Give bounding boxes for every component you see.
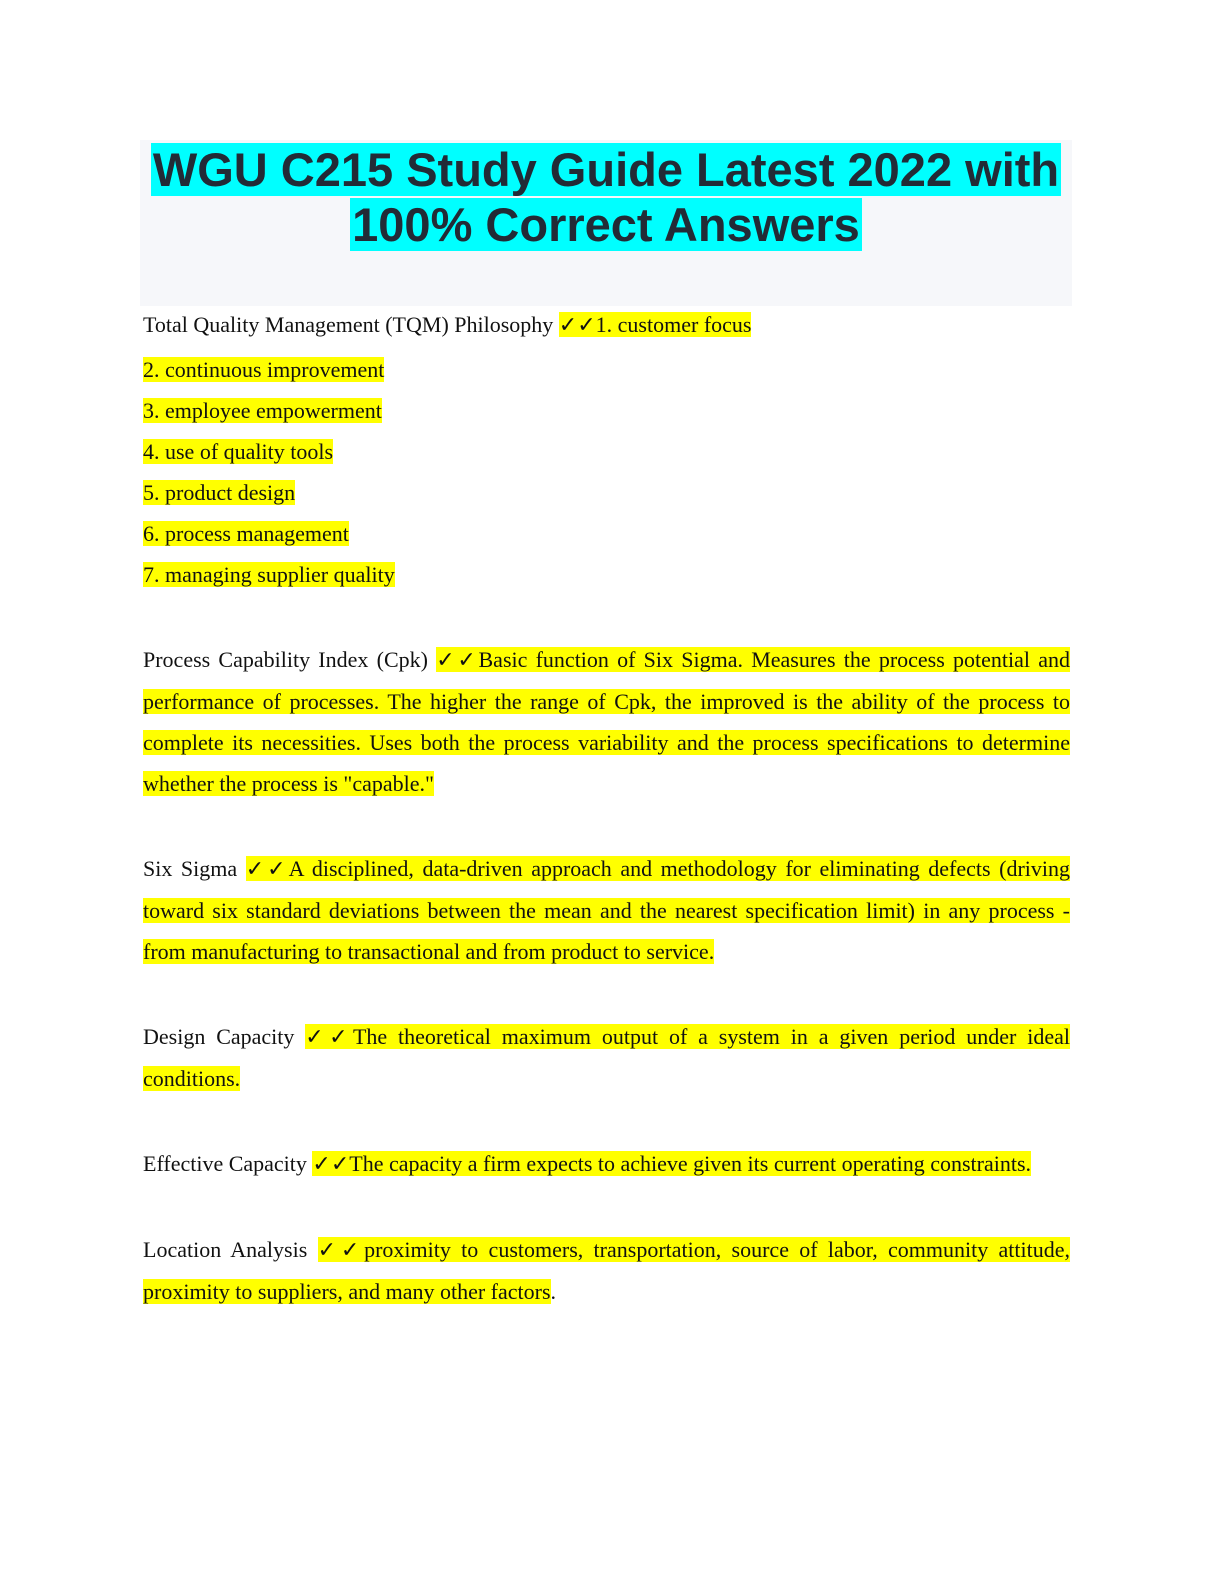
double-check-icon: ✓✓: [305, 1025, 353, 1050]
answer-tqm-first: [559, 312, 752, 337]
tqm-list-item: [143, 513, 1070, 554]
title-line-2: 100% Correct Answers: [352, 198, 860, 251]
answer-six-sigma: [143, 856, 1070, 964]
title-line-1: WGU C215 Study Guide Latest 2022 with: [152, 143, 1060, 196]
tqm-list-item: [143, 431, 1070, 472]
entry-tqm-first-line: [143, 307, 1070, 344]
title-block: [140, 140, 1072, 306]
study-guide-content: [143, 306, 1070, 1312]
tqm-item-7: 7. managing supplier quality: [143, 562, 395, 587]
tqm-item-3: 3. employee empowerment: [143, 398, 382, 423]
tqm-list-item: [143, 390, 1070, 431]
definition-six-sigma: A disciplined, data-driven approach and methodology for eliminating defects (driving toward six standard deviations between the mean and the nearest specification limit) in any process - from manufacturing to transactional and from product to service.: [143, 856, 1070, 964]
entry-tqm: [143, 307, 1070, 595]
double-check-icon: ✓✓: [245, 857, 289, 882]
term-location-analysis: Location Analysis: [143, 1237, 308, 1262]
entry-effective-capacity: [143, 1143, 1070, 1185]
term-six-sigma: Six Sigma: [143, 856, 238, 881]
double-check-icon: ✓✓: [317, 1238, 365, 1263]
trailing-period: .: [550, 1279, 557, 1304]
tqm-item-1: 1. customer focus: [595, 312, 752, 337]
definition-cpk: Basic function of Six Sigma. Measures the process potential and performance of processes. The higher the range of Cpk, the improved is the ability of the process to complete its necessities. Uses both the process variability and the process specifications to determine whether the process is "capable.": [143, 647, 1070, 796]
tqm-item-6: 6. process management: [143, 521, 349, 546]
term-effective-capacity: Effective Capacity: [143, 1151, 307, 1176]
answer-effective-capacity: [312, 1151, 1031, 1176]
double-check-icon: ✓✓: [436, 648, 479, 673]
tqm-list-item: [143, 472, 1070, 513]
tqm-list-item: [143, 349, 1070, 390]
tqm-list-item: [143, 554, 1070, 595]
definition-design-capacity: The theoretical maximum output of a system in a given period under ideal conditions.: [143, 1024, 1070, 1091]
double-check-icon: ✓✓: [558, 313, 596, 338]
term-cpk: Process Capability Index (Cpk): [143, 647, 428, 672]
entry-design-capacity: [143, 1016, 1070, 1099]
tqm-item-5: 5. product design: [143, 480, 296, 505]
term-tqm: Total Quality Management (TQM) Philosophy: [143, 312, 554, 337]
entry-cpk: [143, 639, 1070, 804]
term-design-capacity: Design Capacity: [143, 1024, 295, 1049]
definition-effective-capacity: The capacity a firm expects to achieve given its current operating constraints.: [349, 1151, 1032, 1176]
tqm-item-2: 2. continuous improvement: [143, 357, 385, 382]
entry-location-analysis: [143, 1229, 1070, 1312]
double-check-icon: ✓✓: [312, 1152, 350, 1177]
page-title: [140, 140, 1072, 252]
definition-location-analysis: proximity to customers, transportation, source of labor, community attitude, proximity to suppliers, and many other factors: [143, 1237, 1070, 1304]
tqm-item-4: 4. use of quality tools: [143, 439, 334, 464]
entry-six-sigma: [143, 848, 1070, 972]
